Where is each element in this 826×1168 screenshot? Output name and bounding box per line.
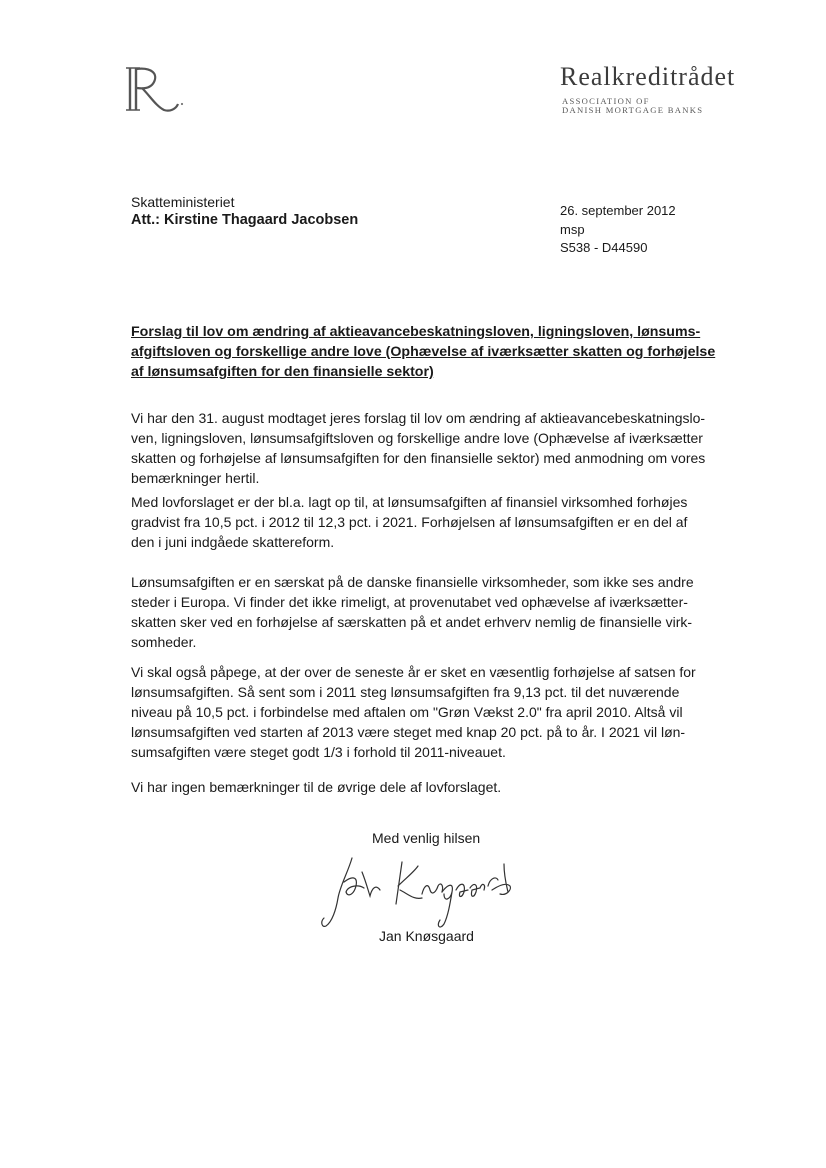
body-paragraph bbox=[131, 492, 731, 552]
paragraph-line: somheder. bbox=[131, 634, 197, 650]
paragraph-line: skatten sker ved en forhøjelse af særskatten på et andet erhverv nemlig de finansielle virk- bbox=[131, 614, 693, 630]
handwritten-signature bbox=[318, 842, 528, 934]
paragraph-line: Vi har den 31. august modtaget jeres forslag til lov om ændring af aktieavancebeskatningslo- bbox=[131, 410, 706, 426]
recipient-name: Skatteministeriet bbox=[131, 194, 235, 210]
body-paragraph bbox=[131, 662, 731, 762]
organization-subtitle: DANISH MORTGAGE BANKS bbox=[562, 105, 704, 115]
letter-meta bbox=[560, 202, 676, 258]
paragraph-line: bemærkninger hertil. bbox=[131, 470, 260, 486]
paragraph-line: lønsumsafgiften ved starten af 2013 være steget med knap 20 pct. på to år. I 2021 vil løn- bbox=[131, 724, 686, 740]
paragraph-line: lønsumsafgiften. Så sent som i 2011 steg lønsumsafgiften fra 9,13 pct. til det nuværende bbox=[131, 684, 680, 700]
body-paragraph bbox=[131, 777, 731, 797]
paragraph-line: ven, ligningsloven, lønsumsafgiftsloven og forskellige andre love (Ophævelse af iværksætter bbox=[131, 430, 703, 446]
body-paragraph bbox=[131, 572, 731, 652]
realkreditraadet-logo-icon bbox=[124, 64, 192, 114]
letter-date: 26. september 2012 bbox=[560, 203, 676, 218]
paragraph-line: steder i Europa. Vi finder det ikke rimeligt, at provenutabet ved ophævelse af iværksætter- bbox=[131, 594, 688, 610]
subject-line: afgiftsloven og forskellige andre love (Ophævelse af iværksætter skatten og forhøjelse bbox=[131, 344, 716, 360]
paragraph-line: sumsafgiften være steget godt 1/3 i forhold til 2011-niveauet. bbox=[131, 744, 506, 760]
letter-reference: S538 - D44590 bbox=[560, 240, 648, 255]
paragraph-line: den i juni indgåede skattereform. bbox=[131, 534, 335, 550]
subject-line: af lønsumsafgiften for den finansielle sektor) bbox=[131, 364, 434, 380]
letter-subject bbox=[131, 322, 731, 382]
paragraph-line: skatten og forhøjelse af lønsumsafgiften for den finansielle sektor) med anmodning om vores bbox=[131, 450, 706, 466]
closing-greeting: Med venlig hilsen bbox=[372, 830, 481, 846]
paragraph-line: niveau på 10,5 pct. i forbindelse med aftalen om "Grøn Vækst 2.0" fra april 2010. Altså vil bbox=[131, 704, 683, 720]
body-paragraph bbox=[131, 408, 731, 488]
recipient-attention: Att.: Kirstine Thagaard Jacobsen bbox=[131, 212, 359, 228]
paragraph-line: Vi har ingen bemærkninger til de øvrige dele af lovforslaget. bbox=[131, 779, 502, 795]
organization-subtitle: ASSOCIATION OF bbox=[562, 96, 650, 106]
paragraph-line: Lønsumsafgiften er en særskat på de danske finansielle virksomheder, som ikke ses andre bbox=[131, 574, 694, 590]
paragraph-line: gradvist fra 10,5 pct. i 2012 til 12,3 pct. i 2021. Forhøjelsen af lønsumsafgiften er en del af bbox=[131, 514, 688, 530]
recipient-block bbox=[131, 193, 358, 229]
subject-line: Forslag til lov om ændring af aktieavancebeskatningsloven, ligningsloven, lønsums- bbox=[131, 324, 701, 340]
paragraph-line: Vi skal også påpege, at der over de seneste år er sket en væsentlig forhøjelse af satsen for bbox=[131, 664, 696, 680]
letter-initials: msp bbox=[560, 221, 585, 237]
organization-name: Realkreditrådet bbox=[560, 62, 736, 91]
signer-name: Jan Knøsgaard bbox=[379, 928, 474, 944]
paragraph-line: Med lovforslaget er der bl.a. lagt op til, at lønsumsafgiften af finansiel virksomhed forhøjes bbox=[131, 494, 688, 510]
